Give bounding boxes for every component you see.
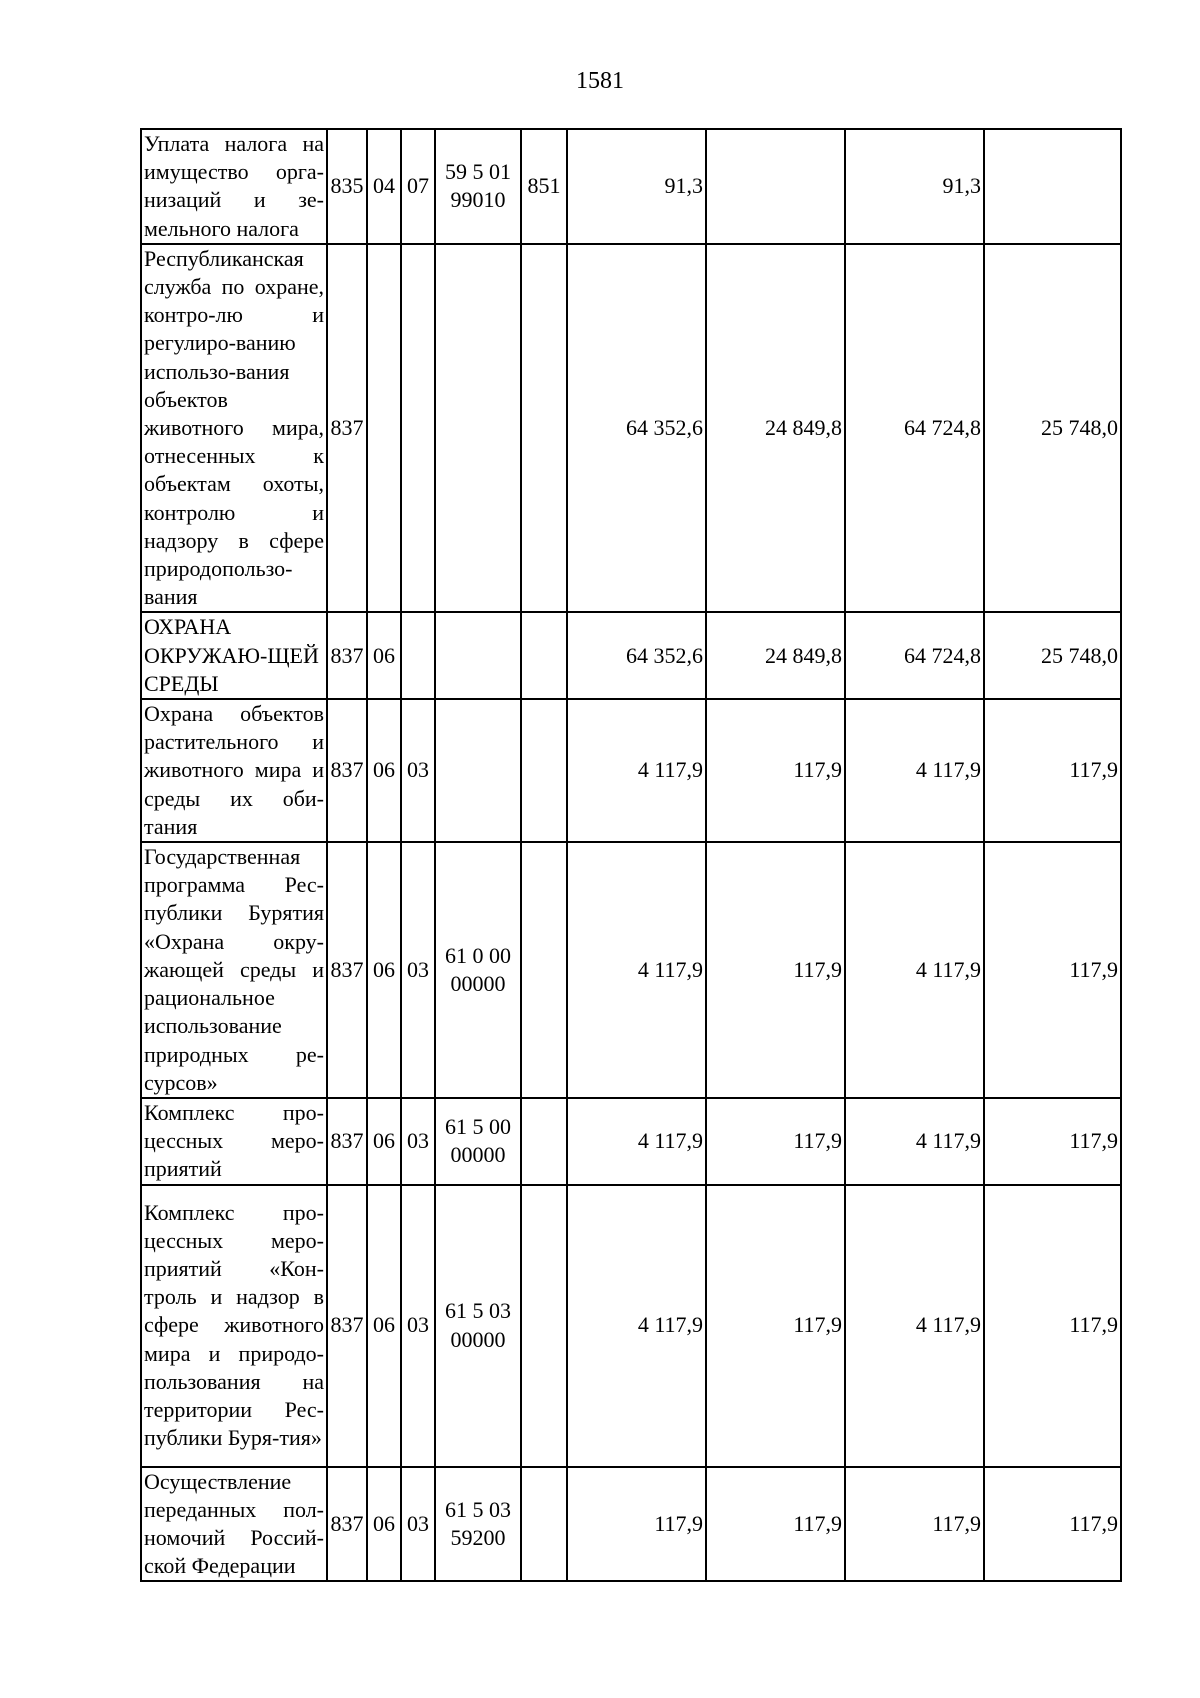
- expense-type-code: [521, 244, 567, 613]
- amount-col-4: 117,9: [984, 842, 1121, 1098]
- amount-col-2: [706, 129, 845, 244]
- grbs-code: 837: [327, 1185, 367, 1467]
- amount-col-1: 91,3: [567, 129, 706, 244]
- table-row: [141, 612, 1121, 699]
- amount-col-2: 117,9: [706, 1098, 845, 1185]
- amount-col-1: 64 352,6: [567, 244, 706, 613]
- amount-col-3: 64 724,8: [845, 612, 984, 699]
- target-article-code: [435, 842, 521, 1098]
- target-article-line1: 61 5 00: [445, 1114, 511, 1139]
- subsection-code: 03: [401, 1185, 435, 1467]
- amount-col-3: 4 117,9: [845, 1098, 984, 1185]
- expense-type-code: [521, 1098, 567, 1185]
- expense-type-code: [521, 612, 567, 699]
- amount-col-2: 117,9: [706, 1467, 845, 1582]
- grbs-code: 837: [327, 1467, 367, 1582]
- item-name: ОХРАНА ОКРУЖАЮ-ЩЕЙ СРЕДЫ: [141, 612, 327, 699]
- item-name: Осуществление переданных пол-номочий Россий-ской Федерации: [141, 1467, 327, 1582]
- amount-col-3: 4 117,9: [845, 1185, 984, 1467]
- target-article-code: [435, 1098, 521, 1185]
- amount-col-2: 117,9: [706, 699, 845, 842]
- expense-type-code: [521, 1185, 567, 1467]
- target-article-code: [435, 129, 521, 244]
- amount-col-1: 117,9: [567, 1467, 706, 1582]
- amount-col-4: 117,9: [984, 1098, 1121, 1185]
- section-code: 04: [367, 129, 401, 244]
- grbs-code: 837: [327, 612, 367, 699]
- amount-col-1: 64 352,6: [567, 612, 706, 699]
- item-name: Уплата налога на имущество орга-низаций и зе-мельного налога: [141, 129, 327, 244]
- subsection-code: 03: [401, 699, 435, 842]
- amount-col-3: 91,3: [845, 129, 984, 244]
- amount-col-3: 4 117,9: [845, 842, 984, 1098]
- section-code: 06: [367, 612, 401, 699]
- amount-col-1: 4 117,9: [567, 1098, 706, 1185]
- amount-col-3: 117,9: [845, 1467, 984, 1582]
- table-row: [141, 129, 1121, 244]
- subsection-code: 07: [401, 129, 435, 244]
- amount-col-3: 64 724,8: [845, 244, 984, 613]
- target-article-code: [435, 1185, 521, 1467]
- grbs-code: 837: [327, 842, 367, 1098]
- item-name: Комплекс про-цессных меро-приятий «Кон-троль и надзор в сфере животного мира и природо-пользования на территории Рес-публики Буря-тия»: [141, 1185, 327, 1467]
- amount-col-3: 4 117,9: [845, 699, 984, 842]
- item-name: Республиканская служба по охране, контро-лю и регулиро-ванию использо-вания объектов животного мира, отнесенных к объектам охоты, контролю и надзору в сфере природопользо-вания: [141, 244, 327, 613]
- section-code: [367, 244, 401, 613]
- section-code: 06: [367, 1185, 401, 1467]
- table-row: [141, 1185, 1121, 1467]
- expense-type-code: [521, 1467, 567, 1582]
- amount-col-4: 117,9: [984, 1467, 1121, 1582]
- grbs-code: 837: [327, 699, 367, 842]
- amount-col-1: 4 117,9: [567, 1185, 706, 1467]
- amount-col-4: 25 748,0: [984, 244, 1121, 613]
- subsection-code: [401, 244, 435, 613]
- amount-col-4: [984, 129, 1121, 244]
- amount-col-4: 117,9: [984, 1185, 1121, 1467]
- budget-table: [140, 128, 1122, 1582]
- expense-type-code: [521, 842, 567, 1098]
- amount-col-2: 24 849,8: [706, 244, 845, 613]
- table-row: [141, 1098, 1121, 1185]
- table-row: [141, 1467, 1121, 1582]
- amount-col-1: 4 117,9: [567, 842, 706, 1098]
- target-article-line1: 61 0 00: [445, 942, 511, 968]
- item-name: Охрана объектов растительного и животного мира и среды их оби-тания: [141, 699, 327, 842]
- amount-col-4: 25 748,0: [984, 612, 1121, 699]
- expense-type-code: [521, 699, 567, 842]
- table-row: [141, 699, 1121, 842]
- subsection-code: 03: [401, 842, 435, 1098]
- target-article-line2: 00000: [450, 1142, 506, 1168]
- item-name: Комплекс про-цессных меро-приятий: [141, 1098, 327, 1185]
- amount-col-1: 4 117,9: [567, 699, 706, 842]
- subsection-code: [401, 612, 435, 699]
- target-article-line1: 59 5 01: [445, 159, 511, 185]
- target-article-code: [435, 612, 521, 699]
- item-name: Государственная программа Рес-публики Бурятия «Охрана окру-жающей среды и рациональное использование природных ре-сурсов»: [141, 842, 327, 1098]
- target-article-code: [435, 1467, 521, 1582]
- section-code: 06: [367, 1467, 401, 1582]
- expense-type-code: 851: [521, 129, 567, 244]
- section-code: 06: [367, 842, 401, 1098]
- target-article-line1: 61 5 03: [445, 1298, 511, 1324]
- subsection-code: 03: [401, 1098, 435, 1185]
- page-number: 1581: [576, 68, 624, 94]
- section-code: 06: [367, 1098, 401, 1185]
- amount-col-4: 117,9: [984, 699, 1121, 842]
- amount-col-2: 24 849,8: [706, 612, 845, 699]
- grbs-code: 835: [327, 129, 367, 244]
- table-row: [141, 842, 1121, 1098]
- target-article-line2: 99010: [450, 187, 506, 213]
- amount-col-2: 117,9: [706, 1185, 845, 1467]
- subsection-code: 03: [401, 1467, 435, 1582]
- target-article-code: [435, 699, 521, 842]
- target-article-code: [435, 244, 521, 613]
- section-code: 06: [367, 699, 401, 842]
- target-article-line2: 59200: [450, 1524, 506, 1550]
- table-row: [141, 244, 1121, 613]
- target-article-line2: 00000: [450, 970, 506, 996]
- amount-col-2: 117,9: [706, 842, 845, 1098]
- grbs-code: 837: [327, 244, 367, 613]
- target-article-line1: 61 5 03: [445, 1496, 511, 1522]
- target-article-line2: 00000: [450, 1326, 506, 1352]
- grbs-code: 837: [327, 1098, 367, 1185]
